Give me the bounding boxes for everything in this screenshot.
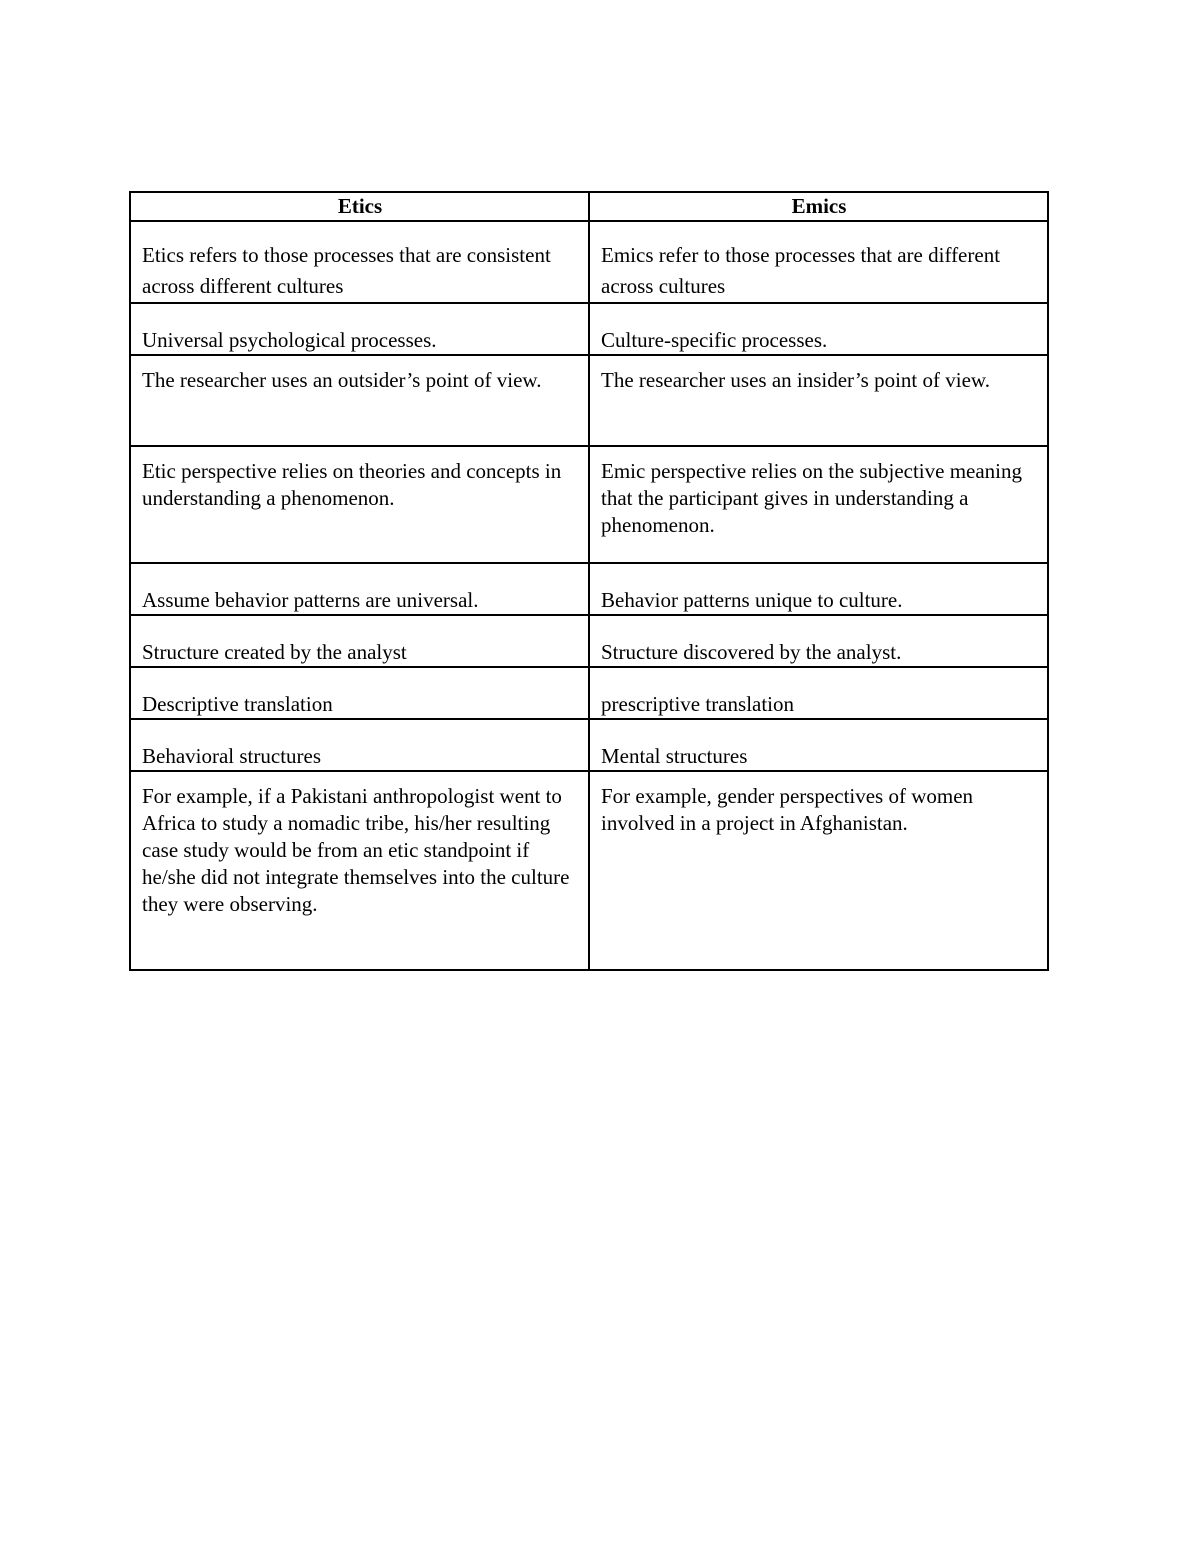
emics-cell: Behavior patterns unique to culture. [589,563,1048,615]
etics-cell: Assume behavior patterns are universal. [130,563,589,615]
emics-cell: prescriptive translation [589,667,1048,719]
etics-cell: Universal psychological processes. [130,303,589,355]
emics-cell: For example, gender perspectives of women involved in a project in Afghanistan. [589,771,1048,970]
etics-cell: Etic perspective relies on theories and concepts in understanding a phenomenon. [130,446,589,563]
table-row [130,221,1048,303]
header-emics: Emics [589,192,1048,221]
table-row [130,563,1048,615]
etics-cell: Descriptive translation [130,667,589,719]
emics-cell: Emics refer to those processes that are different across cultures [589,221,1048,303]
emics-cell: Mental structures [589,719,1048,771]
etics-cell: Behavioral structures [130,719,589,771]
table-row [130,771,1048,970]
emics-cell: Structure discovered by the analyst. [589,615,1048,667]
emics-cell: The researcher uses an insider’s point of view. [589,355,1048,446]
table-row [130,667,1048,719]
etics-emics-comparison-table [129,191,1049,971]
table-row [130,355,1048,446]
etics-cell: For example, if a Pakistani anthropologist went to Africa to study a nomadic tribe, his/her resulting case study would be from an etic standpoint if he/she did not integrate themselves into the culture they were observing. [130,771,589,970]
table-header-row [130,192,1048,221]
etics-cell: Etics refers to those processes that are consistent across different cultures [130,221,589,303]
etics-cell: Structure created by the analyst [130,615,589,667]
etics-cell: The researcher uses an outsider’s point of view. [130,355,589,446]
table-row [130,303,1048,355]
emics-cell: Culture-specific processes. [589,303,1048,355]
table-row [130,446,1048,563]
header-etics: Etics [130,192,589,221]
emics-cell: Emic perspective relies on the subjective meaning that the participant gives in understanding a phenomenon. [589,446,1048,563]
table-row [130,719,1048,771]
table-row [130,615,1048,667]
